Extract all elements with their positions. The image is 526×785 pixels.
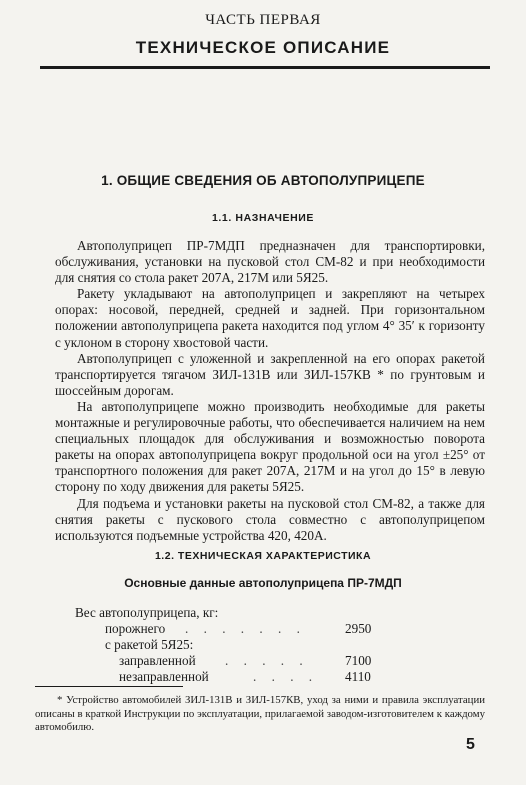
leader-dots: . . . . bbox=[253, 669, 319, 684]
section-1-heading: 1. ОБЩИЕ СВЕДЕНИЯ ОБ АВТОПОЛУПРИЦЕПЕ bbox=[101, 173, 425, 188]
section-1-1-body bbox=[55, 238, 485, 544]
title-rule bbox=[40, 66, 490, 69]
spec-title-row bbox=[75, 605, 395, 621]
paragraph: Автополуприцеп с уложенной и закрепленной на его опорах ракетой транспортируется тягачом ЗИЛ-131В или ЗИЛ-157КВ * по грунтовым и шоссейным дорогам. bbox=[55, 350, 485, 398]
spec-subheading: Основные данные автополуприцепа ПР-7МДП bbox=[124, 576, 402, 590]
spec-row bbox=[75, 637, 395, 653]
paragraph: Для подъема и установки ракеты на пусковой стол СМ-82, а также для снятия ракеты с пускового стола совместно с автополуприцепом используются подъемные устройства 420, 420А. bbox=[55, 495, 485, 543]
footnote-text: * Устройство автомобилей ЗИЛ-131В и ЗИЛ-157КВ, уход за ними и правила эксплуатации описаны в краткой Инструкции по эксплуатации, прилагаемой заводом-изготовителем к каждому автомобилю. bbox=[35, 694, 485, 733]
spec-row bbox=[75, 621, 395, 637]
spec-table bbox=[75, 605, 395, 685]
section-1-2-heading: 1.2. ТЕХНИЧЕСКАЯ ХАРАКТЕРИСТИКА bbox=[154, 550, 372, 562]
paragraph: Автополуприцеп ПР-7МДП предназначен для транспортировки, обслуживания, установки на пусковой стол СМ-82 и при необходимости для снятия со стола ракет 207А, 217М или 5Я25. bbox=[55, 238, 485, 286]
footnote bbox=[35, 694, 485, 735]
part-label: ЧАСТЬ ПЕРВАЯ bbox=[205, 12, 321, 28]
page-number: 5 bbox=[466, 736, 475, 753]
leader-dots: . . . . . . . bbox=[185, 621, 306, 636]
paragraph: На автополуприцепе можно производить необходимые для ракеты монтажные и регулировочные работы, что обеспечивается наличием на нем специальных площадок для обслуживания и возможностью поворота ракеты на опорах автополуприцепа вокруг продольной оси на угол ±25° от транспортного положения для ракет 207А, 217М и на угол до 15° в левую сторону по ходу движения для ракеты 5Я25. bbox=[55, 398, 485, 495]
spec-value: 4110 bbox=[345, 669, 371, 684]
paragraph: Ракету укладывают на автополуприцеп и закрепляют на четырех опорах: носовой, передней, средней и задней. При горизонтальном положении автополуприцепа ракета находится под углом 4° 35′ к горизонту с уклоном в сторону хвостовой части. bbox=[55, 286, 485, 350]
spec-row bbox=[75, 653, 395, 669]
leader-dots: . . . . . bbox=[225, 653, 309, 668]
spec-row bbox=[75, 669, 395, 685]
spec-label: с ракетой 5Я25: bbox=[105, 637, 194, 652]
spec-label: незаправленной bbox=[119, 669, 209, 684]
spec-title: Вес автополуприцепа, кг: bbox=[75, 605, 219, 620]
spec-label: порожнего bbox=[105, 621, 166, 636]
spec-label: заправленной bbox=[119, 653, 196, 668]
document-title: ТЕХНИЧЕСКОЕ ОПИСАНИЕ bbox=[135, 38, 391, 57]
section-1-1-heading: 1.1. НАЗНАЧЕНИЕ bbox=[211, 212, 315, 224]
spec-value: 7100 bbox=[345, 653, 372, 668]
spec-value: 2950 bbox=[345, 621, 372, 636]
footnote-rule bbox=[35, 686, 183, 687]
